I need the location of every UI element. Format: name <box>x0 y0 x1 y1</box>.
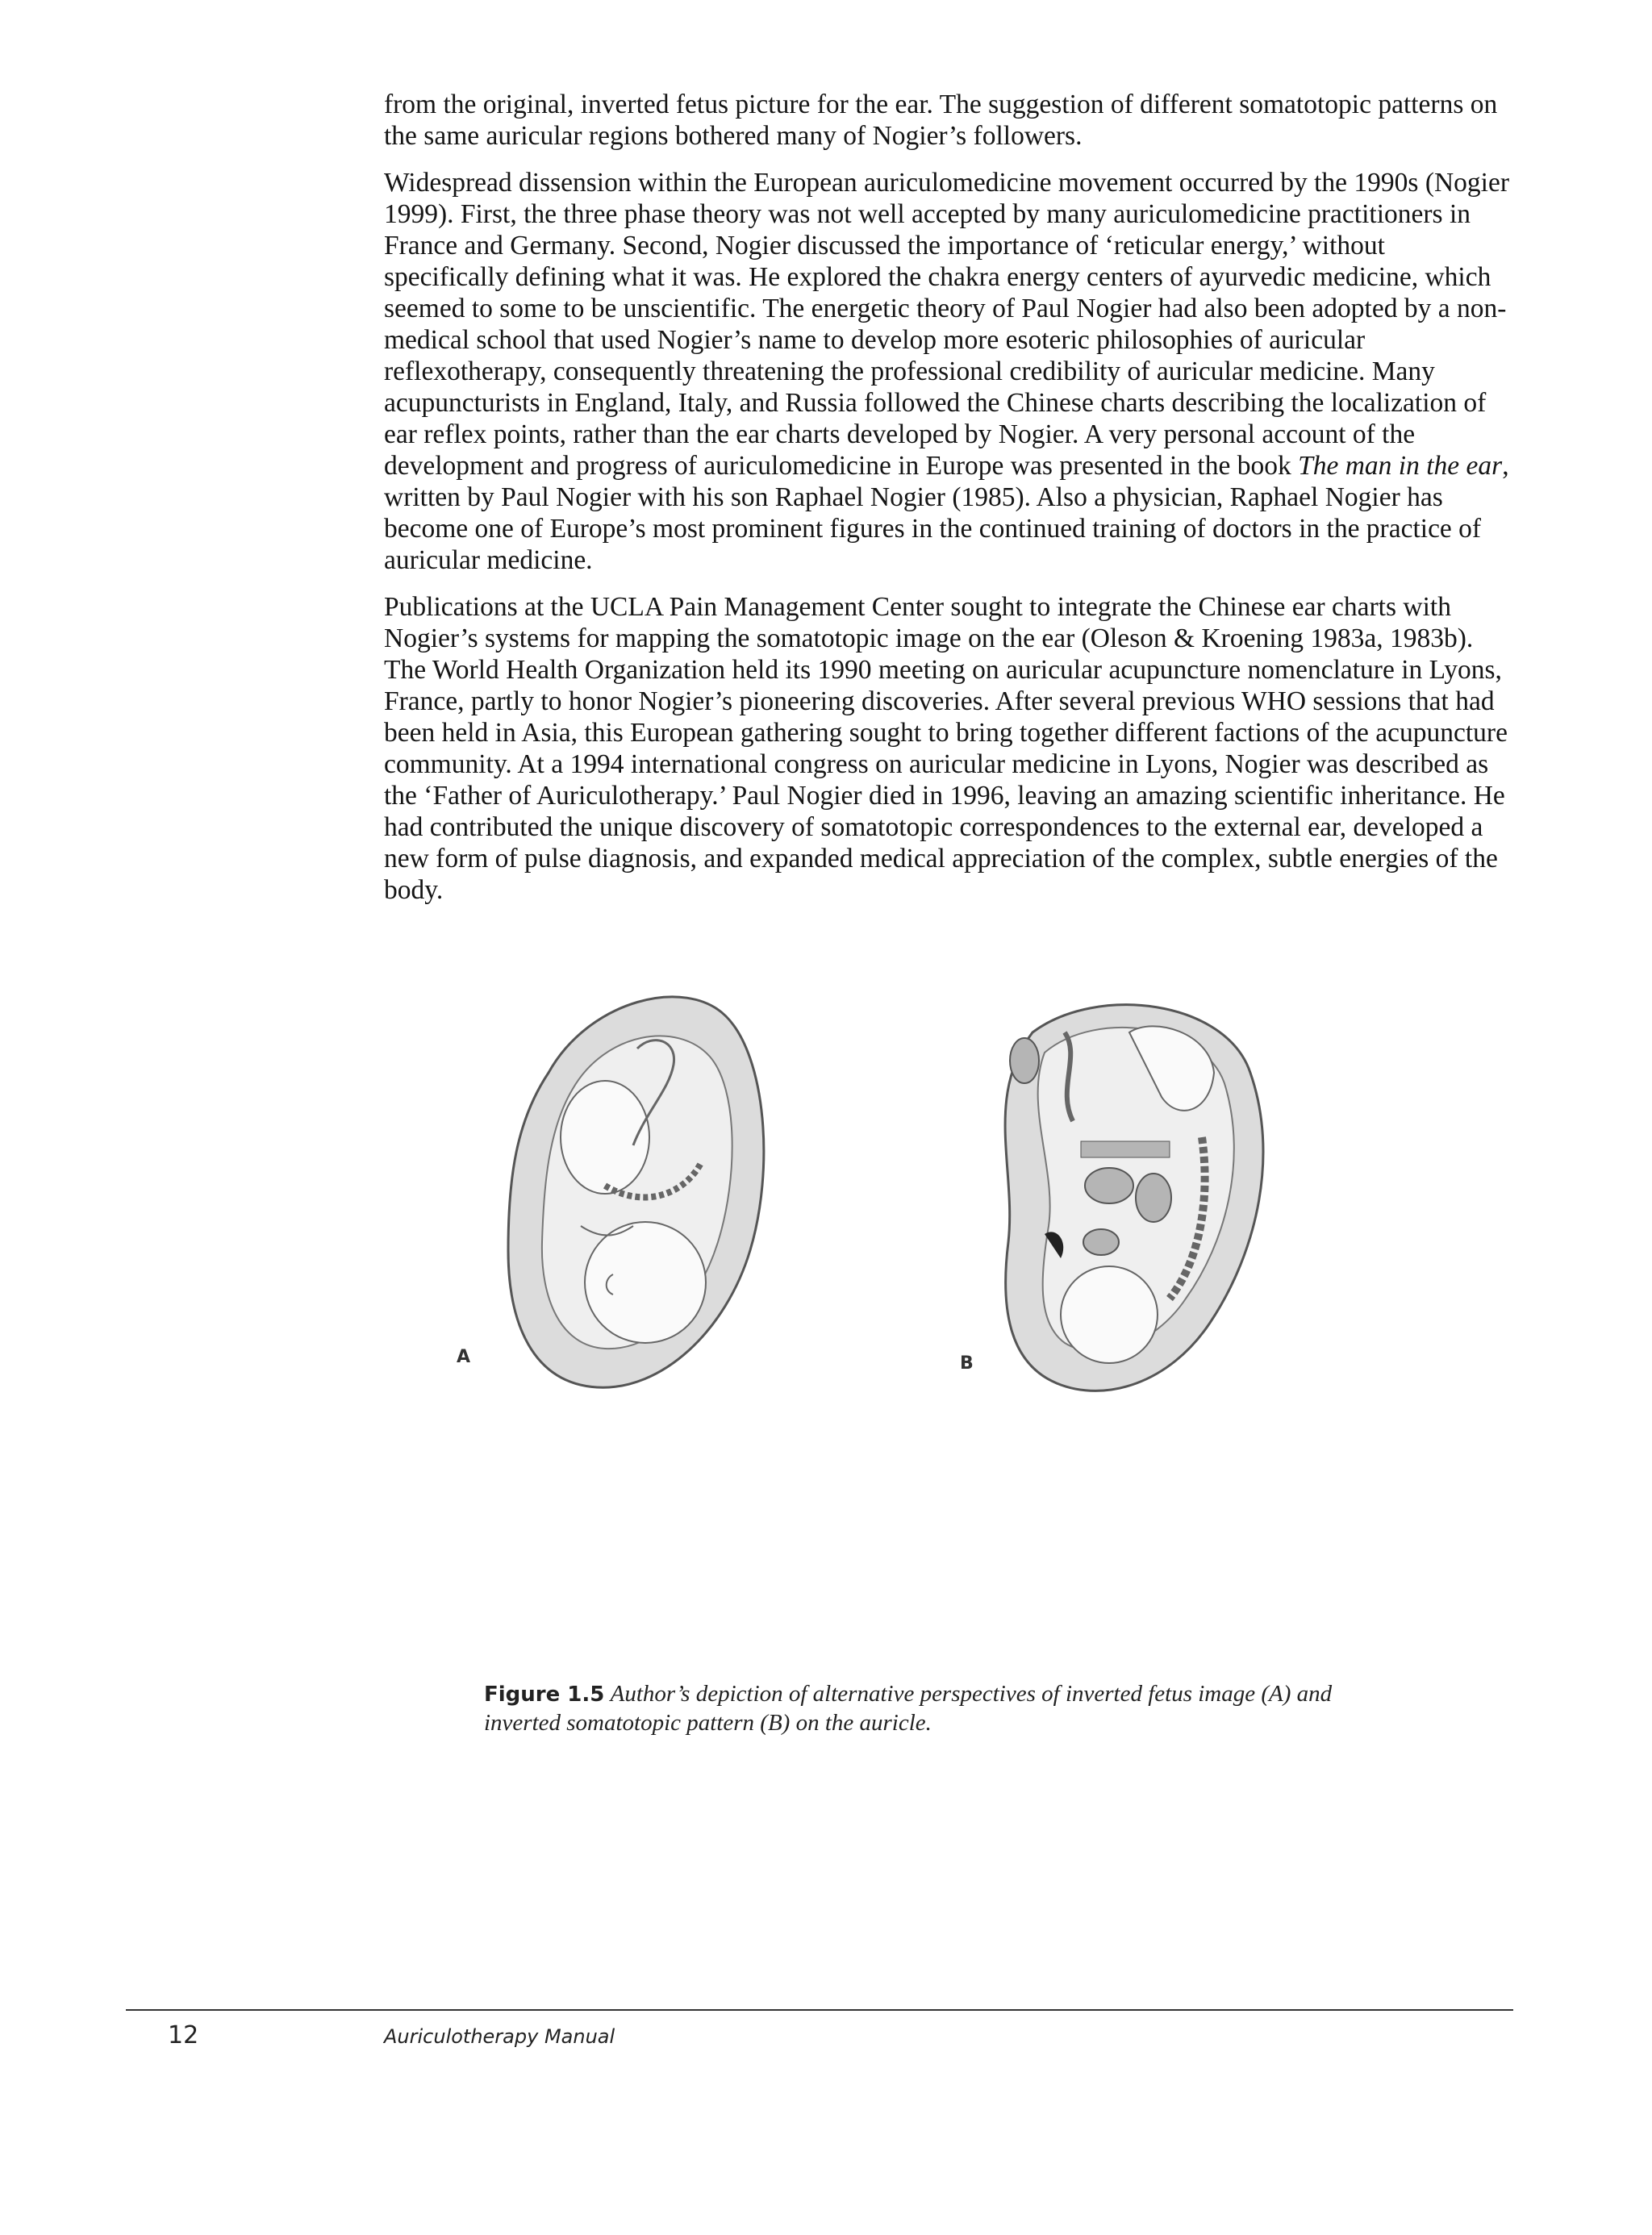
figure-label-b: B <box>960 1353 974 1374</box>
running-title: Auriculotherapy Manual <box>384 2025 615 2048</box>
footer-rule <box>126 2009 1513 2011</box>
figure-1-5 <box>452 984 1371 1403</box>
paragraph <box>384 167 1513 576</box>
caption-label: Figure 1.5 <box>484 1683 605 1707</box>
paragraph-text: , written by Paul Nogier with his son Raphael Nogier (1985). Also a physician, Raphael Nogier has become one of Europe’s most prominent figures in the continued training of doctors in the practice of auricular medicine. <box>384 451 1509 575</box>
figure-caption <box>484 1680 1387 1737</box>
book-title: The man in the ear <box>1298 451 1503 481</box>
paragraph <box>384 89 1513 152</box>
ear-a-fetus <box>508 997 764 1387</box>
ear-b-somatotopic <box>1005 1005 1263 1391</box>
caption-text: Author’s depiction of alternative perspectives of inverted fetus image (A) and inverted somatotopic pattern (B) on the auricle. <box>484 1681 1333 1736</box>
ear-illustration <box>484 984 1355 1403</box>
paragraph-text: Widespread dissension within the European auriculomedicine movement occurred by the 1990s (Nogier 1999). First, the three phase theory was not well accepted by many auriculomedicine practitioners in France and Germany. Second, Nogier discussed the importance of ‘reticular energy,’ without specifically defining what it was. He explored the chakra energy centers of ayurvedic medicine, which seemed to some to be unscientific. The energetic theory of Paul Nogier had also been adopted by a non-medical school that used Nogier’s name to develop more esoteric philosophies of auricular reflexotherapy, consequently threatening the professional credibility of auricular medicine. Many acupuncturists in England, Italy, and Russia followed the Chinese charts describing the localization of ear reflex points, rather than the ear charts developed by Nogier. A very personal account of the development and progress of auriculomedicine in Europe was presented in the book <box>384 168 1510 481</box>
paragraph <box>384 591 1513 906</box>
body-text <box>384 89 1513 921</box>
paragraph-text: from the original, inverted fetus picture for the ear. The suggestion of different somatotopic patterns on the same auricular regions bothered many of Nogier’s followers. <box>384 90 1498 151</box>
page-number: 12 <box>168 2021 199 2049</box>
paragraph-text: Publications at the UCLA Pain Management Center sought to integrate the Chinese ear charts with Nogier’s systems for mapping the somatotopic image on the ear (Oleson & Kroening 1983a, 1983b). The World Health Organization held its 1990 meeting on auricular acupuncture nomenclature in Lyons, France, partly to honor Nogier’s pioneering discoveries. After several previous WHO sessions that had been held in Asia, this European gathering sought to bring together different factions of the acupuncture community. At a 1994 international congress on auricular medicine in Lyons, Nogier was described as the ‘Father of Auriculotherapy.’ Paul Nogier died in 1996, leaving an amazing scientific inheritance. He had contributed the unique discovery of somatotopic correspondences to the external ear, developed a new form of pulse diagnosis, and expanded medical appreciation of the complex, subtle energies of the body. <box>384 592 1508 905</box>
figure-label-a: A <box>457 1347 471 1367</box>
